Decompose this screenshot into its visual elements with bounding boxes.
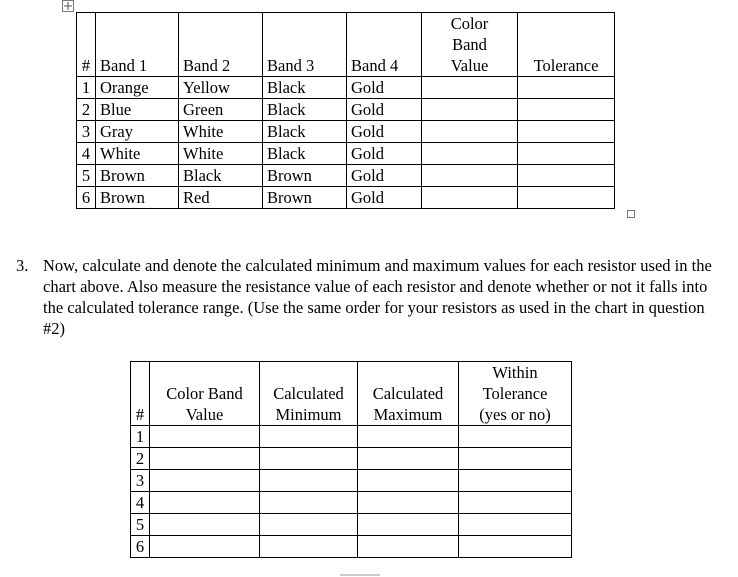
header-color-band-value [150,362,260,426]
table-header-row [77,13,615,77]
cell-band-1[interactable]: Orange [96,77,179,99]
table-resize-handle-icon[interactable] [627,210,635,218]
cell-tolerance[interactable] [518,165,615,187]
cell-color-band-value[interactable] [422,143,518,165]
cell-band-2[interactable]: Red [179,187,263,209]
cell-calculated-minimum[interactable] [260,426,358,448]
cell-color-band-value[interactable] [150,448,260,470]
cell-number: 3 [77,121,96,143]
table-row [131,514,572,536]
cell-band-1[interactable]: Gray [96,121,179,143]
cell-number: 1 [131,426,150,448]
cell-number: 5 [131,514,150,536]
cell-band-2[interactable]: White [179,143,263,165]
cell-color-band-value[interactable] [422,99,518,121]
question-3 [16,255,716,339]
header-tolerance: Tolerance [518,13,615,77]
cell-within-tolerance[interactable] [459,448,572,470]
cell-calculated-maximum[interactable] [358,470,459,492]
cell-color-band-value[interactable] [150,514,260,536]
tolerance-check-table [130,361,572,558]
cell-band-4[interactable]: Gold [347,77,422,99]
header-number: # [131,362,150,426]
cell-color-band-value[interactable] [422,187,518,209]
cell-band-2[interactable]: Black [179,165,263,187]
cell-calculated-maximum[interactable] [358,426,459,448]
cell-color-band-value[interactable] [422,165,518,187]
cell-band-4[interactable]: Gold [347,143,422,165]
cell-band-3[interactable]: Brown [263,187,347,209]
cell-band-4[interactable]: Gold [347,187,422,209]
cell-tolerance[interactable] [518,99,615,121]
cell-within-tolerance[interactable] [459,536,572,558]
cell-band-4[interactable]: Gold [347,121,422,143]
cell-band-1[interactable]: Brown [96,187,179,209]
cell-color-band-value[interactable] [150,536,260,558]
cell-calculated-maximum[interactable] [358,448,459,470]
cell-calculated-minimum[interactable] [260,514,358,536]
cell-number: 4 [77,143,96,165]
cell-calculated-maximum[interactable] [358,514,459,536]
cell-band-2[interactable]: White [179,121,263,143]
cell-color-band-value[interactable] [422,121,518,143]
cell-band-2[interactable]: Green [179,99,263,121]
header-within-tolerance [459,362,572,426]
header-color-band-value [422,13,518,77]
cell-color-band-value[interactable] [422,77,518,99]
cell-band-3[interactable]: Brown [263,165,347,187]
table-row [77,99,615,121]
header-band-2: Band 2 [179,13,263,77]
header-calculated-minimum [260,362,358,426]
table-row [77,121,615,143]
header-within-tolerance-text: Within Tolerance (yes or no) [479,363,551,424]
cell-tolerance[interactable] [518,77,615,99]
cell-color-band-value[interactable] [150,426,260,448]
table-move-handle-icon[interactable] [62,0,74,12]
header-calculated-maximum [358,362,459,426]
cell-number: 3 [131,470,150,492]
table-row [131,448,572,470]
cell-calculated-maximum[interactable] [358,536,459,558]
cell-within-tolerance[interactable] [459,426,572,448]
table-row [77,187,615,209]
header-color-band-value-text: Color Band Value [450,14,489,75]
page-footer-mark [340,574,380,576]
cell-tolerance[interactable] [518,121,615,143]
header-calculated-minimum-text: Calculated Minimum [273,384,344,424]
header-color-band-value-text: Color Band Value [166,384,243,424]
cell-band-2[interactable]: Yellow [179,77,263,99]
table-row [77,165,615,187]
table-row [131,492,572,514]
table-row [131,536,572,558]
cell-band-3[interactable]: Black [263,77,347,99]
cell-band-4[interactable]: Gold [347,99,422,121]
cell-band-1[interactable]: White [96,143,179,165]
cell-within-tolerance[interactable] [459,470,572,492]
table-row [131,426,572,448]
question-text: Now, calculate and denote the calculated minimum and maximum values for each resistor used in the chart above. Also measure the resistance value of each resistor and denote whether or not it falls into the calculated tolerance range. (Use the same order for your resistors as used in the chart in question #2) [43,256,712,338]
table-row [77,143,615,165]
table-row [131,470,572,492]
cell-band-3[interactable]: Black [263,121,347,143]
cell-calculated-maximum[interactable] [358,492,459,514]
cell-tolerance[interactable] [518,187,615,209]
table-row [77,77,615,99]
resistor-band-table [76,12,615,209]
cell-within-tolerance[interactable] [459,514,572,536]
cell-band-1[interactable]: Brown [96,165,179,187]
cell-number: 6 [131,536,150,558]
cell-band-3[interactable]: Black [263,143,347,165]
cell-band-4[interactable]: Gold [347,165,422,187]
cell-number: 1 [77,77,96,99]
cell-tolerance[interactable] [518,143,615,165]
cell-number: 4 [131,492,150,514]
cell-calculated-minimum[interactable] [260,448,358,470]
cell-number: 2 [77,99,96,121]
header-band-1: Band 1 [96,13,179,77]
cell-calculated-minimum[interactable] [260,492,358,514]
cell-number: 6 [77,187,96,209]
header-band-3: Band 3 [263,13,347,77]
cell-band-3[interactable]: Black [263,99,347,121]
cell-number: 5 [77,165,96,187]
header-band-4: Band 4 [347,13,422,77]
table-header-row [131,362,572,426]
cell-calculated-minimum[interactable] [260,470,358,492]
cell-number: 2 [131,448,150,470]
header-calculated-maximum-text: Calculated Maximum [372,384,444,424]
cell-band-1[interactable]: Blue [96,99,179,121]
header-number: # [77,13,96,77]
cell-color-band-value[interactable] [150,492,260,514]
cell-calculated-minimum[interactable] [260,536,358,558]
cell-within-tolerance[interactable] [459,492,572,514]
question-number: 3. [16,256,29,275]
cell-color-band-value[interactable] [150,470,260,492]
